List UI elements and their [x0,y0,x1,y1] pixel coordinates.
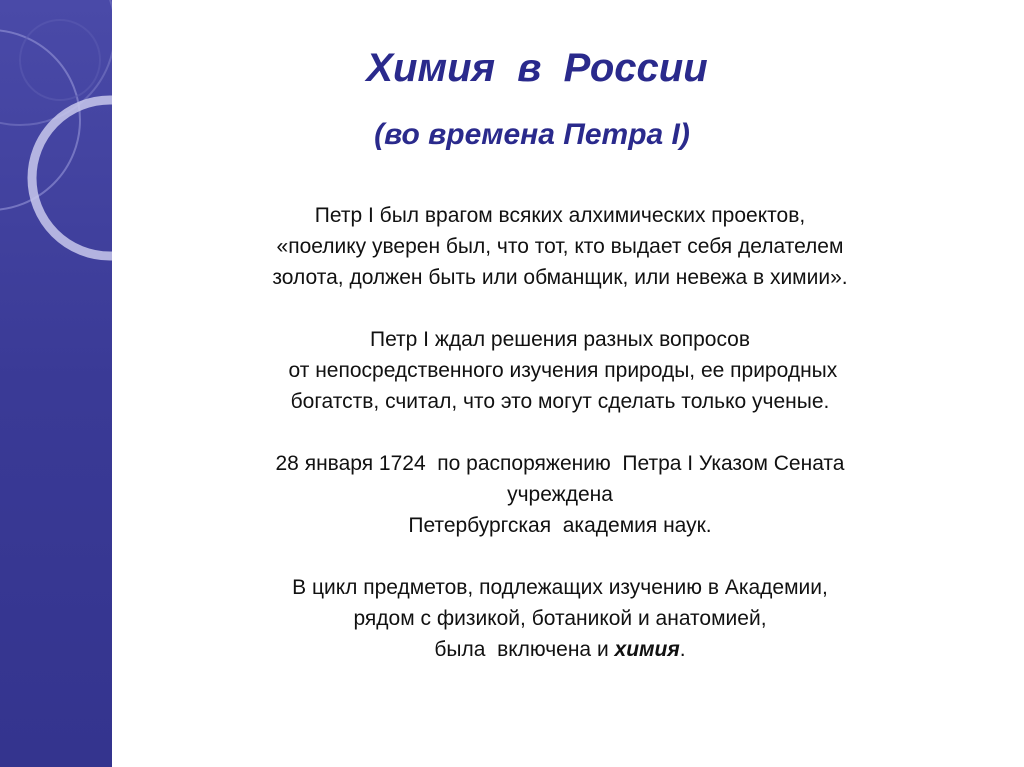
paragraph-line: В цикл предметов, подлежащих изучению в Академии, [292,576,828,599]
paragraph-3 [180,448,940,541]
sidebar-decoration [0,0,112,767]
paragraph-line: богатств, считал, что это могут сделать только ученые. [290,390,830,413]
paragraph-1 [180,200,940,293]
emphasis-chemistry: химия [614,638,680,661]
slide-subtitle: (во времена Петра I) [374,118,690,151]
paragraph-line: Петр I ждал решения разных вопросов [369,328,751,351]
paragraph-2 [180,324,940,417]
paragraph-line: рядом с физикой, ботаникой и анатомией, [353,607,767,630]
paragraph-line: золота, должен быть или обманщик, или невежа в химии». [272,266,848,289]
body-text [180,200,940,696]
paragraph-line: 28 января 1724 по распоряжению Петра I Указом Сената [275,452,845,475]
paragraph-line: Петербургская академия наук. [408,514,712,537]
paragraph-last-line [180,634,940,665]
slide-title: Химия в России [366,46,708,90]
circles-decoration [0,0,112,767]
last-line-suffix: . [679,638,686,661]
paragraph-line: Петр I был врагом всяких алхимических проектов, [314,204,806,227]
paragraph-line: учреждена [507,483,613,506]
paragraph-4 [180,572,940,665]
paragraph-line: «поелику уверен был, что тот, кто выдает себя делателем [276,235,844,258]
last-line-prefix: была включена и [434,638,615,661]
paragraph-line: от непосредственного изучения природы, ее природных [282,359,838,382]
